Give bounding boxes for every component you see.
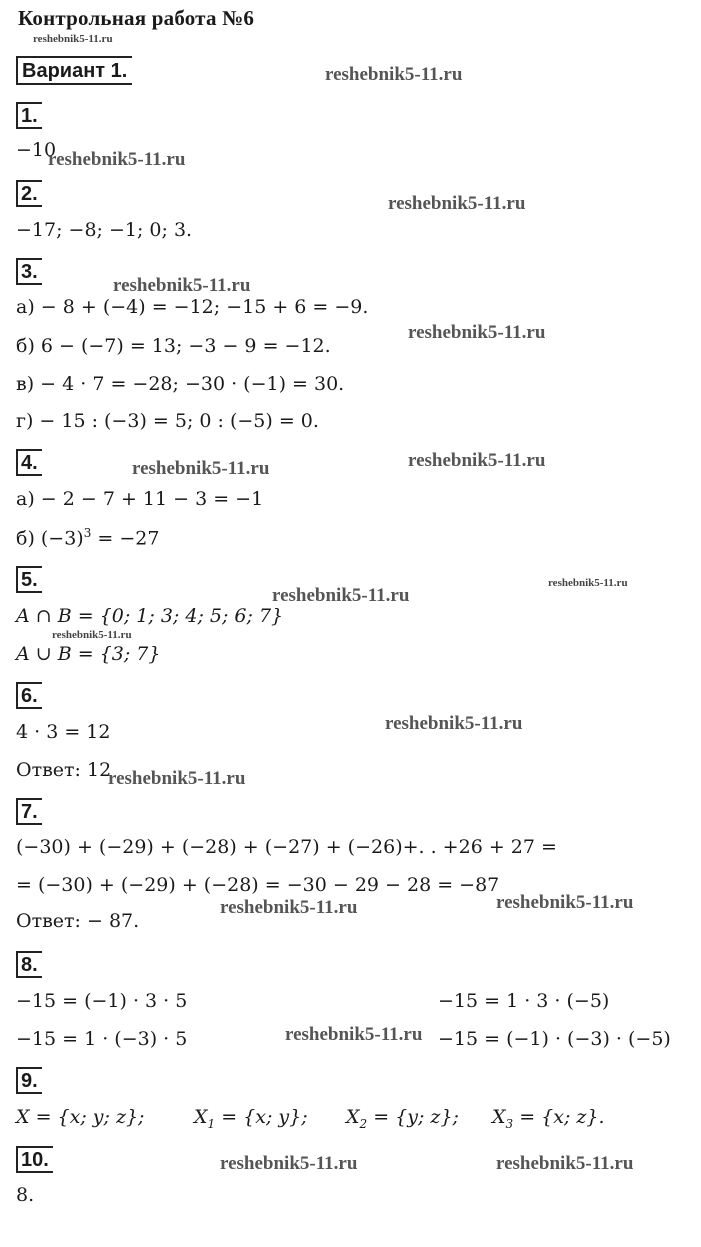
answer-line: г) − 15 : (−3) = 5; 0 : (−5) = 0. (16, 410, 319, 432)
answer-line: 8. (16, 1184, 35, 1206)
answer-line: $X_1 = \{x$; y}; (194, 1106, 308, 1131)
watermark: reshebnik5-11.ru (496, 892, 634, 913)
answer-line: (−30) + (−29) + (−28) + (−27) + (−26)+. . +26 + 27 = (16, 836, 557, 858)
problem-number: 4. (16, 449, 42, 476)
page-title: Контрольная работа №6 (18, 6, 255, 30)
watermark: reshebnik5-11.ru (385, 713, 523, 734)
watermark: reshebnik5-11.ru (548, 577, 628, 589)
answer-line: 4 · 3 = 12 (16, 721, 111, 743)
answer-line: −17; −8; −1; 0; 3. (16, 219, 193, 241)
answer-line: а) − 2 − 7 + 11 − 3 = −1 (16, 488, 264, 510)
watermark: reshebnik5-11.ru (388, 193, 526, 214)
problem-number: 6. (16, 682, 42, 709)
watermark: reshebnik5-11.ru (33, 33, 113, 45)
answer-line: Ответ: − 87. (16, 910, 140, 932)
watermark: reshebnik5-11.ru (408, 450, 546, 471)
problem-number: 1. (16, 102, 42, 129)
answer-line: X = {x; y; z}; (16, 1106, 145, 1128)
answer-line: −15 = (−1) · (−3) · (−5) (438, 1028, 671, 1050)
watermark: reshebnik5-11.ru (272, 585, 410, 606)
watermark: reshebnik5-11.ru (220, 1153, 358, 1174)
watermark: reshebnik5-11.ru (220, 897, 358, 918)
watermark: reshebnik5-11.ru (285, 1024, 423, 1045)
problem-number: 7. (16, 798, 42, 825)
watermark: reshebnik5-11.ru (108, 768, 246, 789)
problem-number: 2. (16, 180, 42, 207)
problem-number: 3. (16, 258, 42, 285)
answer-line: = (−30) + (−29) + (−28) = −30 − 29 − 28 = −87 (16, 874, 500, 896)
answer-line: −15 = 1 · 3 · (−5) (438, 990, 610, 1012)
problem-number: 10. (16, 1146, 53, 1173)
answer-line: −15 = 1 · (−3) · 5 (16, 1028, 188, 1050)
variant-label: Вариант 1. (16, 56, 132, 85)
answer-line: б) $(-3)^3 = -27$ (16, 526, 160, 550)
answer-line: в) − 4 · 7 = −28; −30 · (−1) = 30. (16, 373, 345, 395)
watermark: reshebnik5-11.ru (48, 149, 186, 170)
watermark: reshebnik5-11.ru (325, 64, 463, 85)
answer-line: б) 6 − (−7) = 13; −3 − 9 = −12. (16, 335, 331, 357)
answer-line: −10 (16, 139, 57, 161)
answer-line: A ∩ B = {0; 1; 3; 4; 5; 6; 7} (16, 605, 284, 627)
answer-line: A ∪ B = {3; 7} (16, 643, 161, 665)
watermark: reshebnik5-11.ru (113, 275, 251, 296)
problem-number: 5. (16, 566, 42, 593)
watermark: reshebnik5-11.ru (496, 1153, 634, 1174)
watermark: reshebnik5-11.ru (52, 629, 132, 641)
problem-number: 8. (16, 951, 42, 978)
answer-line: $X_3 = \{x$; z}. (492, 1106, 605, 1131)
answer-line: $X_2 = \{y$; z}; (346, 1106, 459, 1131)
watermark: reshebnik5-11.ru (132, 458, 270, 479)
problem-number: 9. (16, 1067, 42, 1094)
watermark: reshebnik5-11.ru (408, 322, 546, 343)
answer-line: −15 = (−1) · 3 · 5 (16, 990, 188, 1012)
answer-line: а) − 8 + (−4) = −12; −15 + 6 = −9. (16, 296, 369, 318)
answer-line: Ответ: 12 (16, 759, 112, 781)
